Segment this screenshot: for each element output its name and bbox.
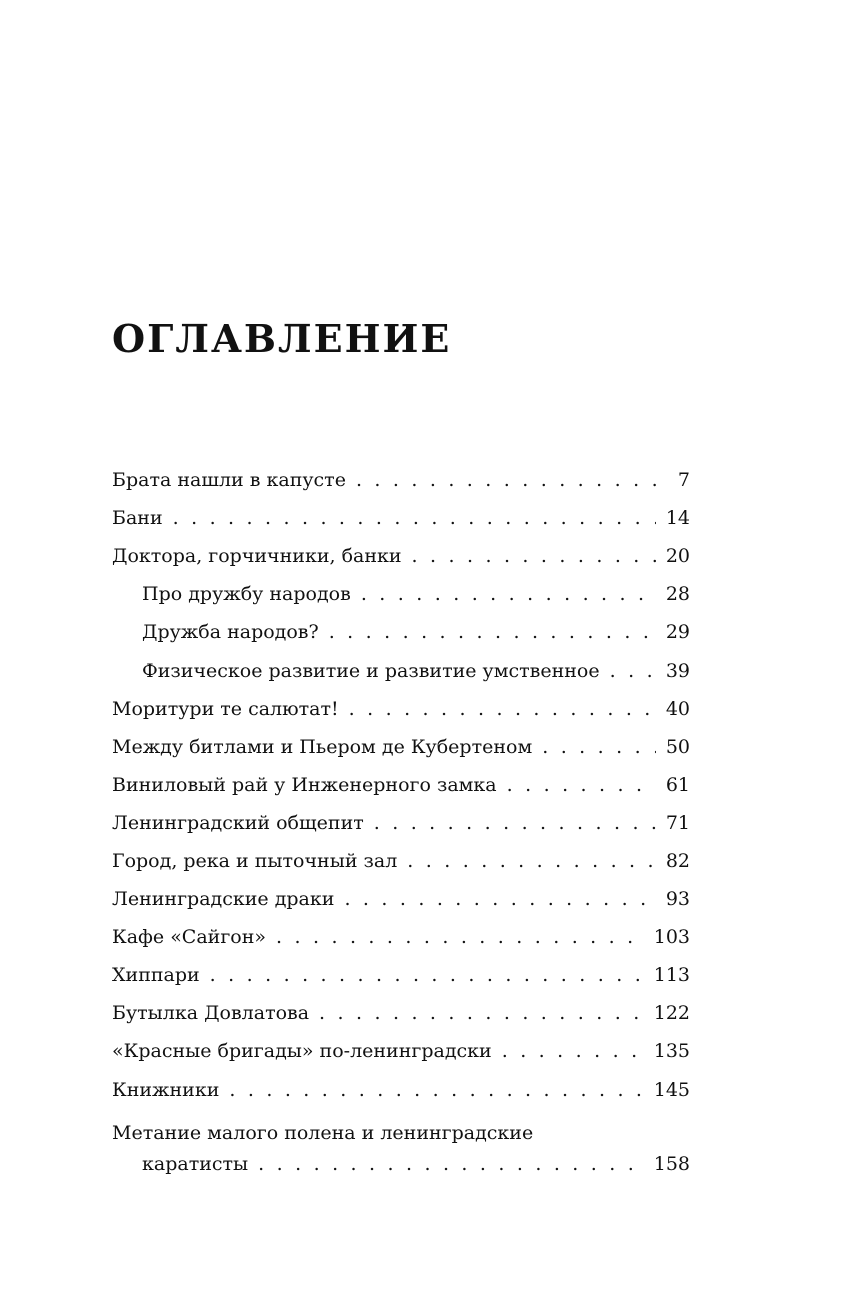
toc-entry-title: Брата нашли в капусте — [112, 469, 346, 492]
toc-entry-title: Ленинградский общепит — [112, 811, 364, 834]
toc-entry-title-continuation: каратисты — [142, 1153, 249, 1176]
toc-entry[interactable] — [112, 461, 690, 499]
dot-leader — [407, 850, 656, 872]
dot-leader — [542, 736, 656, 758]
toc-page-number: 113 — [653, 964, 690, 987]
toc-entry[interactable] — [112, 994, 690, 1032]
toc-page-number: 39 — [665, 659, 690, 682]
page-title: ОГЛАВЛЕНИЕ — [112, 316, 452, 361]
toc-entry-title: Книжники — [112, 1078, 220, 1101]
dot-leader — [349, 698, 656, 720]
dot-leader — [356, 469, 658, 491]
toc-page-number: 145 — [653, 1078, 690, 1101]
toc-page-number: 61 — [665, 773, 690, 796]
dot-leader — [344, 888, 655, 910]
toc-entry-continuation — [112, 1149, 690, 1180]
toc-entry-title: Город, река и пыточный зал — [112, 849, 398, 872]
toc-entry[interactable] — [112, 537, 690, 575]
toc-page-number: 20 — [665, 545, 690, 568]
toc-entry-title: Бутылка Довлатова — [112, 1002, 310, 1025]
toc-page-number: 50 — [665, 735, 690, 758]
dot-leader — [374, 812, 656, 834]
toc-entry-title: Бани — [112, 507, 163, 530]
toc-page-number: 93 — [665, 888, 690, 911]
toc-entry[interactable] — [112, 690, 690, 728]
toc-entry-title: Ленинградские драки — [112, 888, 335, 911]
toc-page-number: 29 — [665, 621, 690, 644]
toc-subentry[interactable] — [112, 613, 690, 651]
dot-leader — [329, 621, 656, 643]
toc-page-number: 135 — [653, 1040, 690, 1063]
toc-entry-title: Моритури те салютат! — [112, 697, 339, 720]
toc-entry-title: Кафе «Сайгон» — [112, 926, 267, 949]
dot-leader — [276, 926, 644, 948]
toc-page-number: 14 — [665, 507, 690, 530]
toc-entry-title: Хиппари — [112, 964, 200, 987]
toc-subentry[interactable] — [112, 651, 690, 689]
dot-leader — [610, 660, 656, 682]
dot-leader — [502, 1040, 644, 1062]
toc-entry[interactable] — [112, 499, 690, 537]
toc-page-number: 158 — [653, 1153, 690, 1176]
toc-entry[interactable] — [112, 956, 690, 994]
toc-entry[interactable] — [112, 1032, 690, 1070]
toc-entry[interactable] — [112, 918, 690, 956]
dot-leader — [173, 507, 656, 529]
toc-entry-title: Между битлами и Пьером де Кубертеном — [112, 735, 533, 758]
toc-entry[interactable] — [112, 1071, 690, 1109]
dot-leader — [210, 964, 644, 986]
toc-entry-title: Виниловый рай у Инженерного замка — [112, 773, 497, 796]
toc-page-number: 28 — [665, 583, 690, 606]
toc-page-number: 71 — [665, 811, 690, 834]
toc-entry-title: Физическое развитие и развитие умственное — [142, 659, 600, 682]
toc-page-number: 7 — [677, 469, 690, 492]
toc-entry[interactable] — [112, 766, 690, 804]
dot-leader — [361, 583, 656, 605]
dot-leader — [229, 1079, 643, 1101]
toc-entry[interactable] — [112, 842, 690, 880]
toc-entry[interactable] — [112, 880, 690, 918]
dot-leader — [258, 1153, 644, 1175]
table-of-contents — [112, 461, 690, 1180]
toc-page-number: 40 — [665, 697, 690, 720]
toc-entry[interactable] — [112, 804, 690, 842]
toc-entry[interactable] — [112, 728, 690, 766]
toc-page-number: 82 — [665, 849, 690, 872]
toc-entry-title: Метание малого полена и ленинградские — [112, 1121, 534, 1144]
toc-subentry[interactable] — [112, 575, 690, 613]
toc-page-number: 122 — [653, 1002, 690, 1025]
dot-leader — [319, 1002, 644, 1024]
toc-entry-title: «Красные бригады» по-ленинградски — [112, 1040, 492, 1063]
toc-entry-title: Дружба народов? — [142, 621, 319, 644]
dot-leader — [507, 774, 656, 796]
dot-leader — [412, 545, 656, 567]
toc-entry[interactable] — [112, 1109, 690, 1180]
toc-entry-title: Про дружбу народов — [142, 583, 351, 606]
toc-page-number: 103 — [653, 926, 690, 949]
toc-entry-title: Доктора, горчичники, банки — [112, 545, 402, 568]
